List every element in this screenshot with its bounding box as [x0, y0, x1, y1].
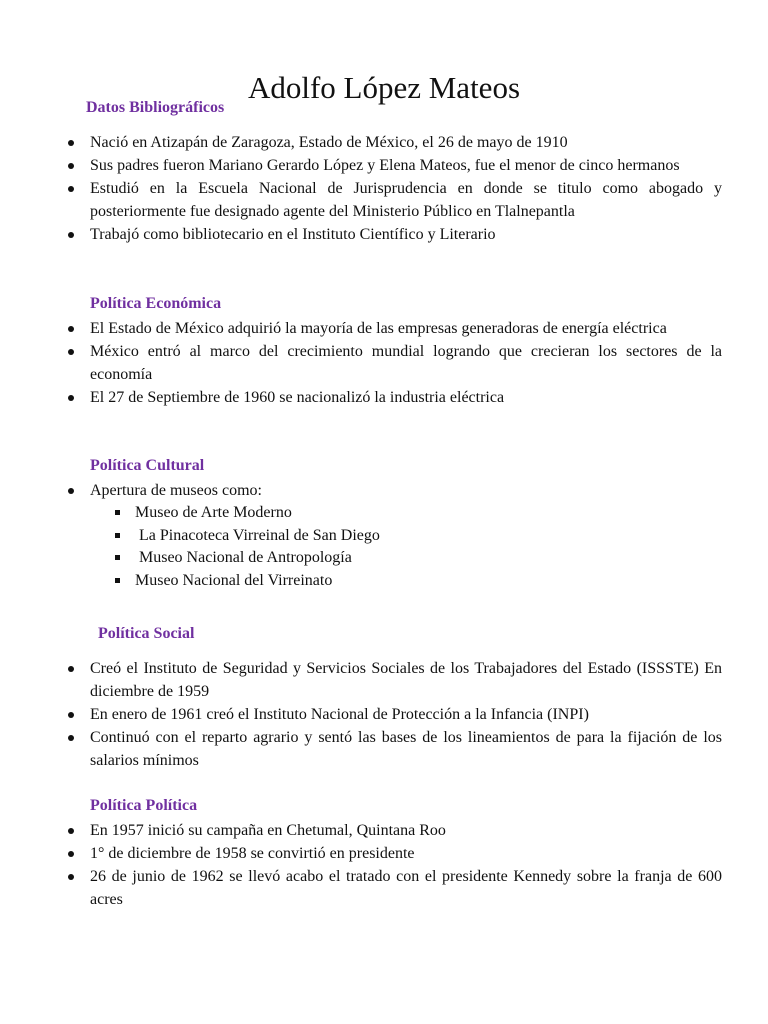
section-heading-politica-social: Política Social	[98, 625, 195, 642]
list-item	[0, 154, 722, 177]
square-bullet-icon	[115, 555, 120, 560]
section-heading-datos-bibliograficos: Datos Bibliográficos	[86, 99, 225, 116]
bullet-icon	[68, 712, 74, 718]
bullet-icon	[68, 349, 74, 355]
list-item-text: Estudió en la Escuela Nacional de Jurisprudencia en donde se titulo como abogado y posteriormente fue designado agente del Ministerio Público en Tlalnepantla	[90, 180, 722, 220]
list-item-text: Apertura de museos como:	[90, 482, 262, 499]
bullet-list-politica-cultural	[0, 479, 768, 592]
bullet-icon	[68, 666, 74, 672]
sublist-item	[135, 502, 722, 525]
bullet-icon	[68, 395, 74, 401]
bullet-list-datos-bibliograficos	[0, 131, 768, 246]
list-item	[0, 131, 722, 154]
sublist-item	[135, 570, 722, 593]
museum-sublist	[90, 502, 722, 592]
sublist-item-text: Museo de Arte Moderno	[135, 504, 292, 521]
list-item-text: En enero de 1961 creó el Instituto Nacional de Protección a la Infancia (INPI)	[90, 706, 589, 723]
sublist-item-text: Museo Nacional de Antropología	[135, 549, 352, 566]
list-item-text: En 1957 inició su campaña en Chetumal, Quintana Roo	[90, 822, 446, 839]
bullet-icon	[68, 232, 74, 238]
sublist-item-text: La Pinacoteca Virreinal de San Diego	[135, 526, 380, 544]
list-item	[0, 317, 722, 340]
bullet-icon	[68, 326, 74, 332]
bullet-icon	[68, 735, 74, 741]
list-item	[0, 865, 722, 911]
list-item	[0, 386, 722, 409]
list-item	[0, 223, 722, 246]
bullet-icon	[68, 874, 74, 880]
square-bullet-icon	[115, 533, 120, 538]
list-item-text: 26 de junio de 1962 se llevó acabo el tratado con el presidente Kennedy sobre la franja de 600 acres	[90, 868, 722, 908]
sublist-item	[135, 547, 722, 570]
list-item	[0, 819, 722, 842]
list-item-text: Sus padres fueron Mariano Gerardo López y Elena Mateos, fue el menor de cinco hermanos	[90, 157, 680, 174]
list-item	[0, 479, 722, 592]
bullet-list-politica-social	[0, 657, 768, 772]
list-item-text: Creó el Instituto de Seguridad y Servicios Sociales de los Trabajadores del Estado (ISSSTE) En diciembre de 1959	[90, 660, 722, 700]
page-title: Adolfo López Mateos	[247, 69, 521, 105]
list-item	[0, 703, 722, 726]
bullet-icon	[68, 851, 74, 857]
list-item	[0, 726, 722, 772]
list-item-text: Nació en Atizapán de Zaragoza, Estado de México, el 26 de mayo de 1910	[90, 134, 568, 151]
square-bullet-icon	[115, 578, 120, 583]
bullet-icon	[68, 488, 74, 494]
list-item-text: El Estado de México adquirió la mayoría de las empresas generadoras de energía eléctrica	[90, 320, 667, 337]
list-item	[0, 657, 722, 703]
bullet-list-politica-politica	[0, 819, 768, 911]
list-item	[0, 340, 722, 386]
list-item-text: El 27 de Septiembre de 1960 se nacionalizó la industria eléctrica	[90, 389, 505, 406]
sublist-item	[135, 525, 722, 548]
bullet-list-politica-economica	[0, 317, 768, 409]
list-item-text: 1° de diciembre de 1958 se convirtió en presidente	[90, 845, 415, 862]
bullet-icon	[68, 186, 74, 192]
bullet-icon	[68, 163, 74, 169]
bullet-icon	[68, 140, 74, 146]
bullet-icon	[68, 828, 74, 834]
list-item	[0, 842, 722, 865]
section-heading-politica-cultural: Política Cultural	[90, 457, 205, 474]
square-bullet-icon	[115, 510, 120, 515]
list-item-text: Trabajó como bibliotecario en el Instituto Científico y Literario	[90, 226, 496, 243]
list-item-text: México entró al marco del crecimiento mundial logrando que crecieran los sectores de la economía	[90, 343, 722, 383]
section-heading-politica-economica: Política Económica	[90, 295, 222, 312]
sublist-item-text: Museo Nacional del Virreinato	[135, 571, 333, 589]
list-item-text: Continuó con el reparto agrario y sentó las bases de los lineamientos de para la fijación de los salarios mínimos	[90, 729, 722, 769]
list-item	[0, 177, 722, 223]
section-heading-politica-politica: Política Política	[90, 797, 198, 814]
